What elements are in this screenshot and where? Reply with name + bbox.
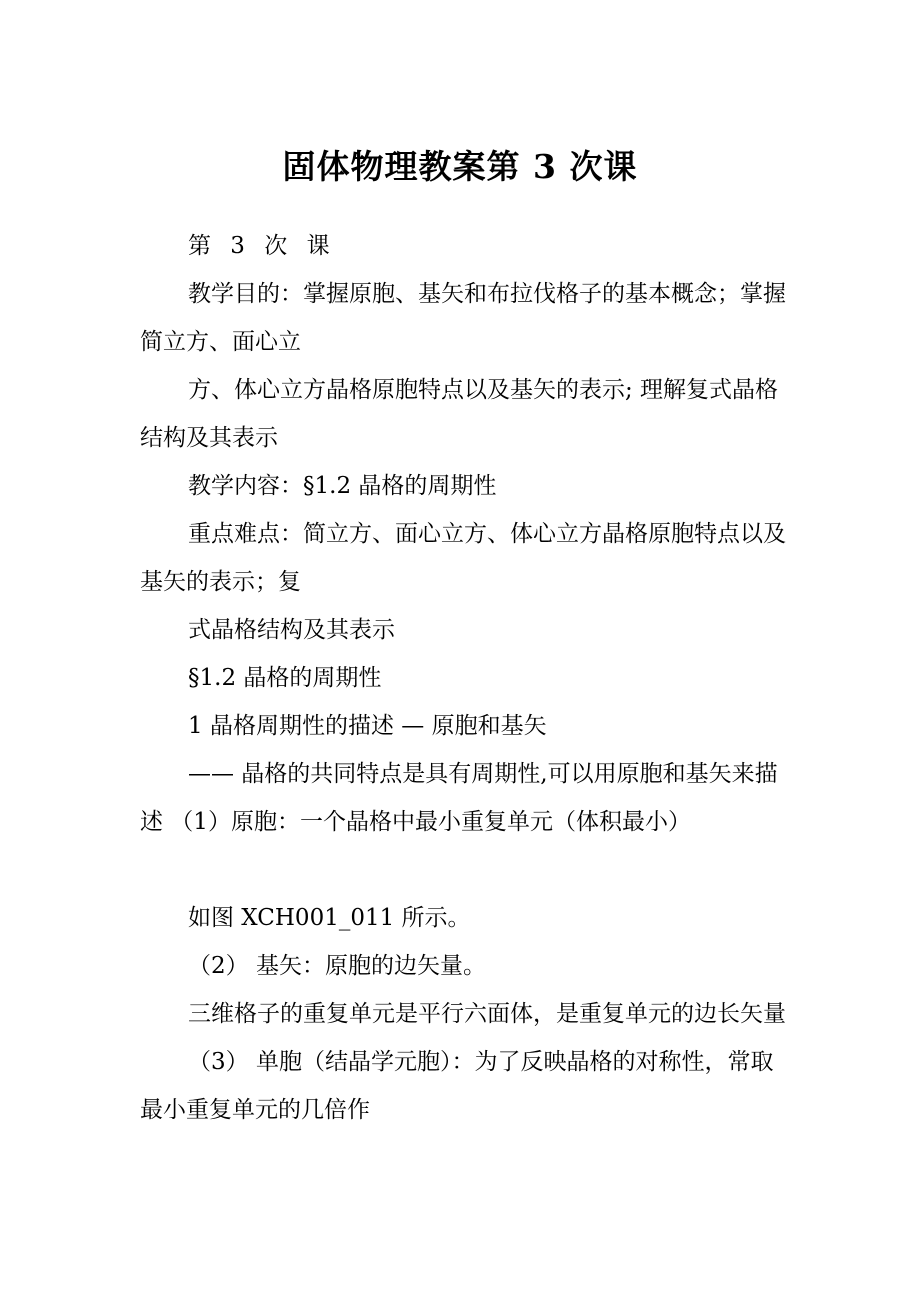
teaching-content-paragraph: 教学内容：§1.2 晶格的周期性 <box>188 473 497 499</box>
unit-cell-definition: （3） 单胞（结晶学元胞）：为了反映晶格的对称性，常取最小重复单元的几倍作 <box>140 1049 774 1123</box>
key-difficulty-paragraph-2: 式晶格结构及其表示 <box>188 617 395 643</box>
document-title: 固体物理教案第 3 次课 <box>282 147 638 186</box>
lesson-heading: 第 3 次 课 <box>188 233 336 259</box>
blank-line <box>140 846 790 894</box>
document-body <box>140 222 790 1134</box>
lattice-periodicity-intro: —— 晶格的共同特点是具有周期性,可以用原胞和基矢来描述 （1）原胞：一个晶格中最小重复单元（体积最小） <box>140 761 778 835</box>
figure-reference: 如图 XCH001_011 所示。 <box>188 905 471 931</box>
teaching-objective-paragraph-2: 方、体心立方晶格原胞特点以及基矢的表示; 理解复式晶格结构及其表示 <box>140 377 779 451</box>
three-dimensional-lattice-paragraph: 三维格子的重复单元是平行六面体，是重复单元的边长矢量 <box>188 1001 786 1027</box>
teaching-objective-paragraph-1: 教学目的：掌握原胞、基矢和布拉伐格子的基本概念；掌握简立方、面心立 <box>140 281 786 355</box>
key-difficulty-paragraph-1: 重点难点：简立方、面心立方、体心立方晶格原胞特点以及基矢的表示；复 <box>140 521 786 595</box>
basis-vector-definition: （2） 基矢：原胞的边矢量。 <box>188 953 486 979</box>
section-heading: §1.2 晶格的周期性 <box>188 665 382 691</box>
subsection-heading: 1 晶格周期性的描述 — 原胞和基矢 <box>188 713 547 739</box>
